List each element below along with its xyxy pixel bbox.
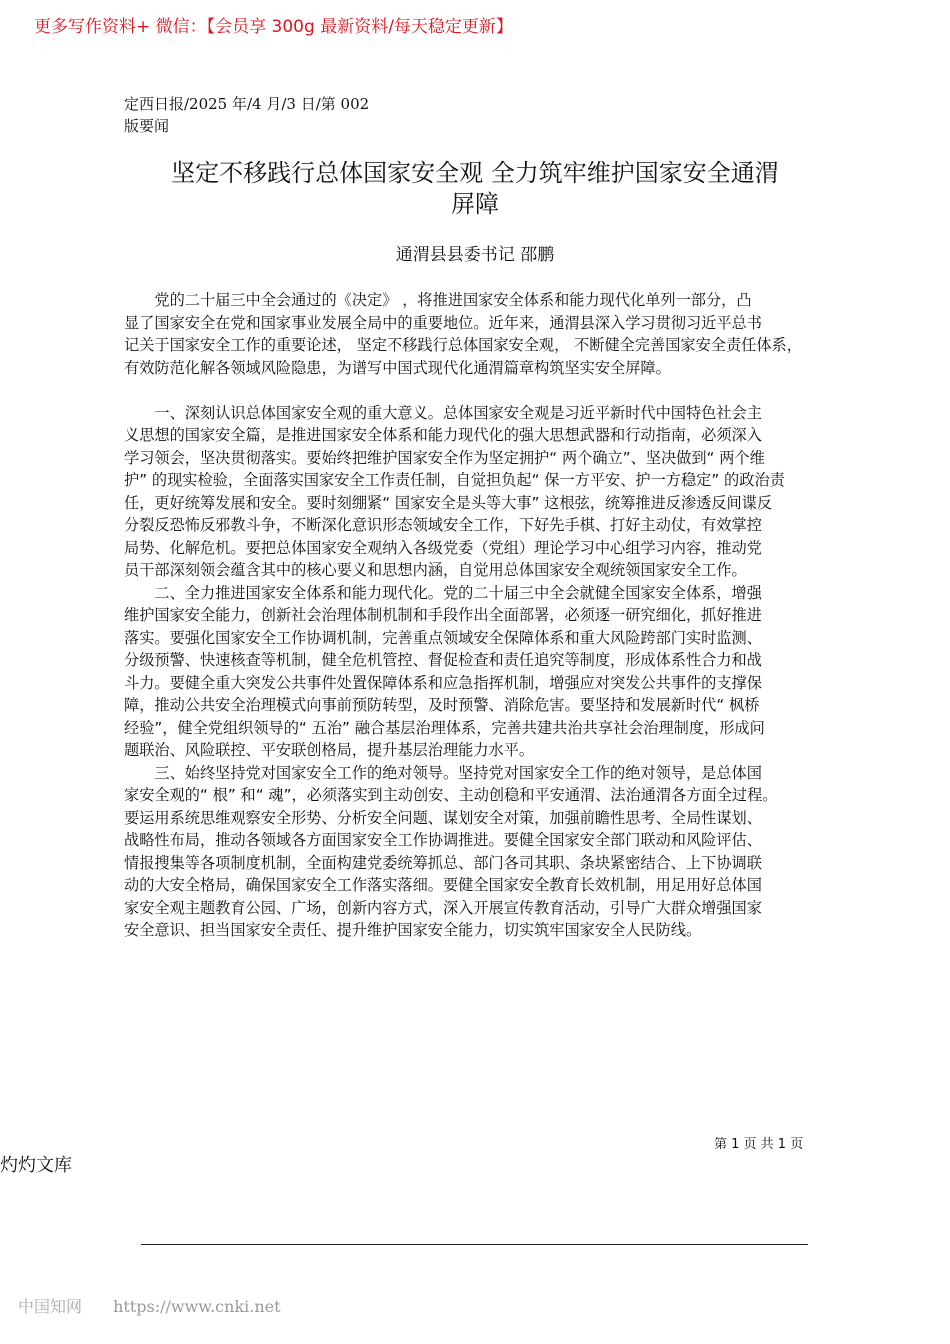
article-byline: 通渭县县委书记 邵鹏 bbox=[395, 245, 555, 265]
body-text-line: 记关于国家安全工作的重要论述， 坚定不移践行总体国家安全观， 不断健全完善国家安全责任体系， bbox=[124, 336, 802, 354]
body-text-line: 斗力。要健全重大突发公共事件处置保障体系和应急指挥机制，增强应对突发公共事件的支撑保 bbox=[124, 673, 762, 692]
promo-banner: 更多写作资料+ 微信：【会员享 300g 最新资料/每天稳定更新】 bbox=[34, 17, 513, 37]
source-line-2: 版要闻 bbox=[124, 117, 170, 135]
body-text-line: 家安全观的“ 根” 和“ 魂”，必须落实到主动创安、主动创稳和平安通渭、法治通渭各方面全过程。 bbox=[124, 786, 778, 804]
body-text-line: 家安全观主题教育公园、广场，创新内容方式，深入开展宣传教育活动，引导广大群众增强国家 bbox=[124, 898, 762, 917]
body-text-line: 局势、化解危机。要把总体国家安全观纳入各级党委（党组）理论学习中心组学习内容，推动党 bbox=[124, 538, 762, 557]
body-text-line: 要运用系统思维观察安全形势、分析安全问题、谋划安全对策，加强前瞻性思考、全局性谋划、 bbox=[124, 808, 762, 827]
cnki-link[interactable]: https://www.cnki.net bbox=[113, 1297, 281, 1316]
article-title bbox=[110, 158, 840, 220]
body-text-line: 题联治、风险联控、平安联创格局，提升基层治理能力水平。 bbox=[124, 741, 535, 759]
body-text-line: 经验”，健全党组织领导的“ 五治” 融合基层治理体系，完善共建共治共享社会治理制度，形成问 bbox=[124, 718, 765, 737]
source-info bbox=[124, 93, 369, 137]
paragraph-spacer bbox=[124, 379, 854, 402]
body-text-line: 党的二十届三中全会通过的《决定》 ，将推进国家安全体系和能力现代化单列一部分，凸 bbox=[124, 291, 752, 309]
body-text-line: 三、始终坚持党对国家安全工作的绝对领导。坚持党对国家安全工作的绝对领导，是总体国 bbox=[124, 763, 762, 782]
body-text-line: 动的大安全格局，确保国家安全工作落实落细。要健全国家安全教育长效机制，用足用好总体国 bbox=[124, 876, 762, 894]
body-text-line: 落实。要强化国家安全工作协调机制，完善重点领域安全保障体系和重大风险跨部门实时监测、 bbox=[124, 628, 762, 647]
body-text-line: 分级预警、快速核查等机制，健全危机管控、督促检查和责任追究等制度，形成体系性合力和战 bbox=[124, 651, 762, 669]
body-text-line: 二、全力推进国家安全体系和能力现代化。党的二十届三中全会就健全国家安全体系，增强 bbox=[124, 583, 762, 602]
body-text-line: 学习领会，坚决贯彻落实。要始终把维护国家安全作为坚定拥护“ 两个确立”、坚决做到“ 两个维 bbox=[124, 448, 765, 467]
body-text-line: 障，推动公共安全治理模式向事前预防转型，及时预警、消除危害。要坚持和发展新时代“ 枫桥 bbox=[124, 696, 760, 714]
cnki-footer bbox=[18, 1294, 281, 1317]
body-text-line: 情报搜集等各项制度机制，全面构建党委统筹抓总、部门各司其职、条块紧密结合、上下协调联 bbox=[124, 853, 762, 872]
body-text-line: 护” 的现实检验，全面落实国家安全工作责任制，自觉担负起“ 保一方平安、护一方稳定” 的政治责 bbox=[124, 471, 785, 489]
body-text-line: 义思想的国家安全篇，是推进国家安全体系和能力现代化的强大思想武器和行动指南，必须深入 bbox=[124, 426, 762, 444]
body-text-line: 维护国家安全能力，创新社会治理体制机制和手段作出全面部署，必须逐一研究细化，抓好推进 bbox=[124, 606, 762, 624]
body-text-line: 显了国家安全在党和国家事业发展全局中的重要地位。近年来，通渭县深入学习贯彻习近平总书 bbox=[124, 313, 762, 332]
body-text-line: 分裂反恐怖反邪教斗争，不断深化意识形态领域安全工作，下好先手棋、打好主动仗，有效掌控 bbox=[124, 516, 762, 534]
footer-divider bbox=[141, 1244, 808, 1245]
title-line: 坚定不移践行总体国家安全观 全力筑牢维护国家安全通渭 bbox=[171, 159, 779, 187]
body-text-line: 有效防范化解各领域风险隐患，为谱写中国式现代化通渭篇章构筑坚实安全屏障。 bbox=[124, 358, 671, 377]
page-indicator: 第 1 页 共 1 页 bbox=[714, 1137, 804, 1152]
title-line: 屏障 bbox=[451, 190, 499, 218]
body-text-line: 一、深刻认识总体国家安全观的重大意义。总体国家安全观是习近平新时代中国特色社会主 bbox=[124, 403, 762, 422]
article-body bbox=[124, 289, 854, 942]
body-text-line: 任，更好统筹发展和安全。要时刻绷紧“ 国家安全是头等大事” 这根弦，统筹推进反渗透反间谍反 bbox=[124, 493, 773, 512]
body-text-line: 安全意识、担当国家安全责任、提升维护国家安全能力，切实筑牢国家安全人民防线。 bbox=[124, 921, 702, 939]
body-text-line: 员干部深刻领会蕴含其中的核心要义和思想内涵，自觉用总体国家安全观统领国家安全工作。 bbox=[124, 561, 747, 579]
cnki-logo-text: 中国知网 bbox=[18, 1297, 83, 1316]
body-text-line: 战略性布局，推动各领域各方面国家安全工作协调推进。要健全国家安全部门联动和风险评估、 bbox=[124, 831, 762, 849]
source-line-1: 定西日报/2025 年/4 月/3 日/第 002 bbox=[124, 95, 370, 113]
watermark-text: 灼灼文库 bbox=[0, 1155, 72, 1176]
